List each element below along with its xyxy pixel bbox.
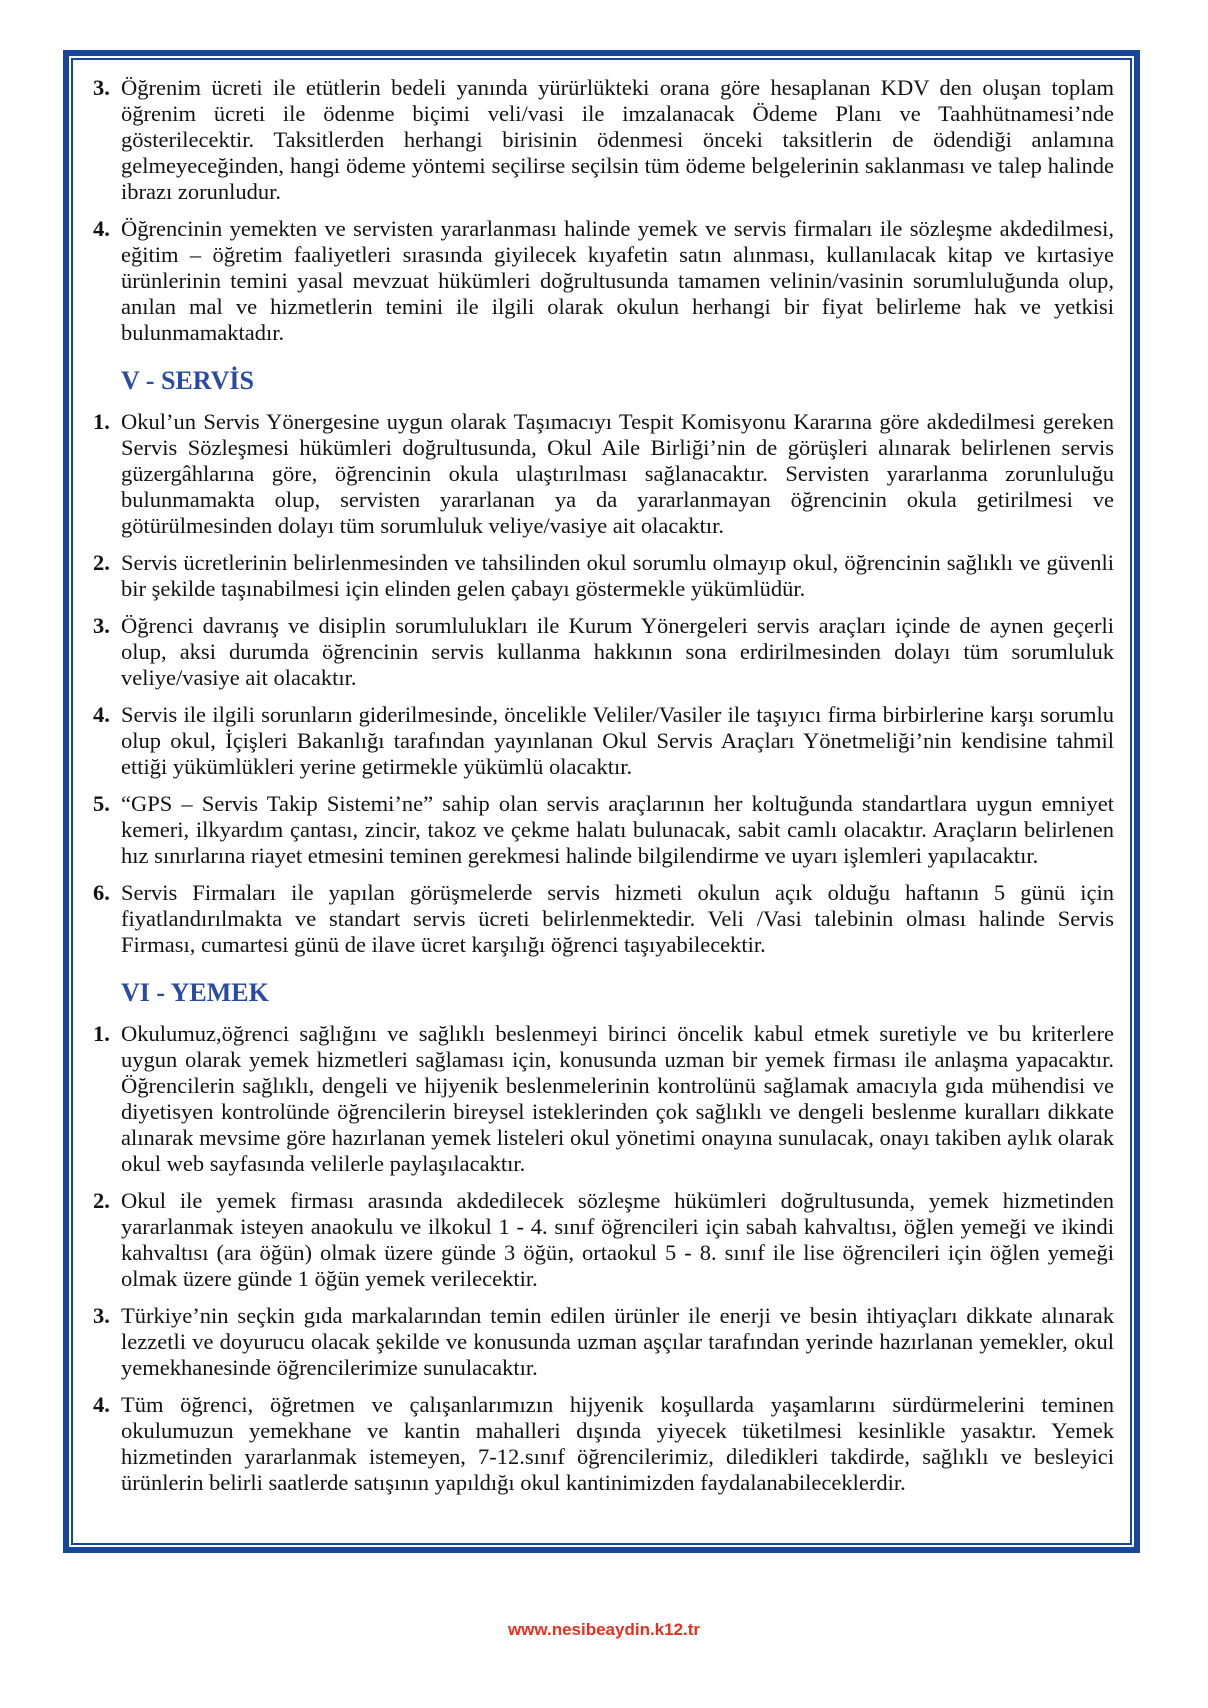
item-text: Türkiye’nin seçkin gıda markalarından temin edilen ürünler ile enerji ve besin ihtiyaçları dikkate alınarak lezzetli ve doyurucu olacak şekilde ve konusunda uzman aşçılar tarafından yerinde hazırlanan yemekler, okul yemekhanesinde öğrencilerimize sunulacaktır. <box>121 1303 1114 1380</box>
item-number: 1. <box>93 409 110 434</box>
item-text: Öğrenci davranış ve disiplin sorumlulukları ile Kurum Yönergeleri servis araçları içinde de aynen geçerli olup, aksi durumda öğrencinin servis kullanma hakkının sona erdirilmesinden dolayı tüm sorumluluk veliye/vasiye ait olacaktır. <box>121 613 1114 690</box>
item-text: Okulumuz,öğrenci sağlığını ve sağlıklı beslenmeyi birinci öncelik kabul etmek suretiyle ve bu kriterlere uygun olarak yemek hizmetleri sağlaması için, konusunda uzman bir yemek firması ile anlaşma yapacaktır. Öğrencilerin sağlıklı, dengeli ve hijyenik beslenmelerinin kontrolünü sağlamak amacıyla gıda mühendisi ve diyetisyen kontrolünde öğrencilerin bireysel isteklerinden çok sağlıklı ve dengeli beslenme kuralları dikkate alınarak mevsime göre hazırlanan yemek listeleri okul yönetimi onayına sunulacak, onayı takiben aylık olarak okul web sayfasında velilerle paylaşılacaktır. <box>121 1021 1114 1176</box>
list-item <box>93 1303 1114 1381</box>
list-item <box>93 613 1114 691</box>
item-number: 4. <box>93 702 110 727</box>
document-border-frame <box>63 50 1140 1553</box>
list-item <box>93 216 1114 346</box>
item-number: 4. <box>93 1392 110 1417</box>
item-text: Tüm öğrenci, öğretmen ve çalışanlarımızın hijyenik koşullarda yaşamlarını sürdürmelerini teminen okulumuzun yemekhane ve kantin mahalleri dışında yiyecek tüketilmesi kesinlikle yasaktır. Yemek hizmetinden yararlanmak istemeyen, 7-12.sınıf öğrencilerimiz, diledikleri takdirde, sağlıklı ve besleyici ürünlerin belirli saatlerde satışının yapıldığı okul kantinimizden faydalanabileceklerdir. <box>121 1392 1114 1495</box>
item-text: Okul’un Servis Yönergesine uygun olarak Taşımacıyı Tespit Komisyonu Kararına göre akdedilmesi gereken Servis Sözleşmesi hükümleri doğrultusunda, Okul Aile Birliği’nin de görüşleri alınarak belirlenen servis güzergâhlarına göre, öğrencinin okula ulaştırılması sağlanacaktır. Servisten yararlanma zorunluluğu bulunmamakta olup, servisten yararlanan ya da yararlanmayan öğrencinin okula getirilmesi ve götürülmesinden dolayı tüm sorumluluk veliye/vasiye ait olacaktır. <box>121 409 1114 538</box>
list-item <box>93 1021 1114 1177</box>
list-item <box>93 791 1114 869</box>
item-number: 5. <box>93 791 110 816</box>
item-text: Servis Firmaları ile yapılan görüşmelerde servis hizmeti okulun açık olduğu haftanın 5 günü için fiyatlandırılmakta ve standart servis ücreti belirlenmektedir. Veli /Vasi talebinin olması halinde Servis Firması, cumartesi günü de ilave ücret karşılığı öğrenci taşıyabilecektir. <box>121 880 1114 957</box>
item-text: Okul ile yemek firması arasında akdedilecek sözleşme hükümleri doğrultusunda, yemek hizmetinden yararlanmak isteyen anaokulu ve ilkokul 1 - 4. sınıf öğrencileri için sabah kahvaltısı, öğlen yemeği ve ikindi kahvaltısı (ara öğün) olmak üzere günde 3 öğün, ortaokul 5 - 8. sınıf ile lise öğrencileri için öğlen yemeği olmak üzere günde 1 öğün yemek verilecektir. <box>121 1188 1114 1291</box>
item-number: 2. <box>93 550 110 575</box>
item-text: Öğrenim ücreti ile etütlerin bedeli yanında yürürlükteki orana göre hesaplanan KDV den oluşan toplam öğrenim ücreti ile ödenme biçimi veli/vasi ile imzalanacak Ödeme Planı ve Taahhütnamesi’nde gösterilecektir. Taksitlerden herhangi birisinin ödenmesi önceki taksitlerin de ödendiği anlamına gelmeyeceğinden, hangi ödeme yöntemi seçilirse seçilsin tüm ödeme belgelerinin saklanması ve talep halinde ibrazı zorunludur. <box>121 75 1114 204</box>
list-item <box>93 1188 1114 1292</box>
footer-url: www.nesibeaydin.k12.tr <box>507 1620 701 1639</box>
item-number: 3. <box>93 1303 110 1328</box>
item-text: Servis ile ilgili sorunların giderilmesinde, öncelikle Veliler/Vasiler ile taşıyıcı firma birbirlerine karşı sorumlu olup okul, İçişleri Bakanlığı tarafından yayınlanan Okul Servis Araçları Yönetmeliği’nin kendisine tahmil ettiği yükümlükleri yerine getirmekle yükümlü olacaktır. <box>121 702 1114 779</box>
item-text: Öğrencinin yemekten ve servisten yararlanması halinde yemek ve servis firmaları ile sözleşme akdedilmesi, eğitim – öğretim faaliyetleri sırasında giyilecek kıyafetin satın alınması, kullanılacak kitap ve kırtasiye ürünlerinin temini yasal mevzuat hükümleri doğrultusunda tamamen velinin/vasinin sorumluluğunda olup, anılan mal ve hizmetlerin temini ile ilgili olarak okulun herhangi bir fiyat belirleme hak ve yetkisi bulunmamaktadır. <box>121 216 1114 345</box>
section-heading-servis: V - SERVİS <box>121 366 254 395</box>
list-item <box>93 550 1114 602</box>
list-item <box>93 75 1114 205</box>
item-number: 3. <box>93 75 110 100</box>
section-heading-yemek: VI - YEMEK <box>121 978 269 1007</box>
document-content <box>73 60 1130 1496</box>
item-text: Servis ücretlerinin belirlenmesinden ve tahsilinden okul sorumlu olmayıp okul, öğrencinin sağlıklı ve güvenli bir şekilde taşınabilmesi için elinden gelen çabayı göstermekle yükümlüdür. <box>121 550 1114 601</box>
item-number: 6. <box>93 880 110 905</box>
item-number: 3. <box>93 613 110 638</box>
list-item <box>93 702 1114 780</box>
item-text: “GPS – Servis Takip Sistemi’ne” sahip olan servis araçlarının her koltuğunda standartlara uygun emniyet kemeri, ilkyardım çantası, zincir, takoz ve çekme halatı bulunacak, sabit camlı olacaktır. Araçların belirlenen hız sınırlarına riayet etmesini teminen gerekmesi halinde bilgilendirme ve uyarı işlemleri yapılacaktır. <box>121 791 1114 868</box>
list-item <box>93 409 1114 539</box>
list-item <box>93 1392 1114 1496</box>
document-inner-border <box>71 58 1132 1545</box>
list-item <box>93 880 1114 958</box>
item-number: 2. <box>93 1188 110 1213</box>
item-number: 1. <box>93 1021 110 1046</box>
item-number: 4. <box>93 216 110 241</box>
